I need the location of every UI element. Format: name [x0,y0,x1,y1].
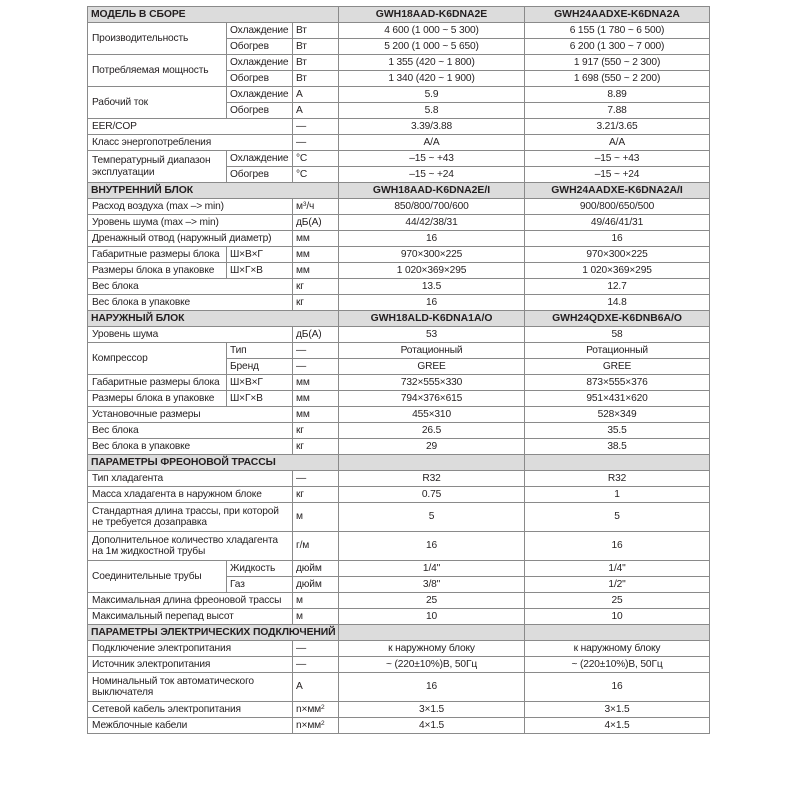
table-row [88,295,710,311]
table-row [88,593,710,609]
row-unit: $n\times мм^2$ [293,718,339,734]
row-unit: мм [293,391,339,407]
table-row [88,151,710,167]
row-unit: — [293,471,339,487]
row-label: Масса хладагента в наружном блоке [88,487,293,503]
row-label: Соединительные трубы [88,561,227,593]
row-label: Расход воздуха (max –> min) [88,199,293,215]
row-unit: мм [293,375,339,391]
value-cell: 5 [525,503,710,532]
value-cell: 13.5 [339,279,525,295]
row-label: Источник электропитания [88,657,293,673]
value-cell: 970×300×225 [525,247,710,263]
table-row [88,199,710,215]
value-cell: 29 [339,439,525,455]
row-sublabel: Ш×В×Г [227,375,293,391]
value-cell: 528×349 [525,407,710,423]
row-unit: дБ(А) [293,215,339,231]
value-cell: –15 ~ +24 [525,167,710,183]
row-unit: — [293,641,339,657]
table-row [88,247,710,263]
value-cell: 1 020×369×295 [525,263,710,279]
row-label: Установочные размеры [88,407,293,423]
table-row [88,718,710,734]
row-label: Компрессор [88,343,227,375]
row-sublabel: Тип [227,343,293,359]
value-cell: 10 [339,609,525,625]
value-cell: 1/4" [339,561,525,577]
spec-sheet [87,6,709,734]
row-sublabel: Обогрев [227,167,293,183]
table-row [88,439,710,455]
value-cell: 8.89 [525,87,710,103]
row-label: Вес блока в упаковке [88,439,293,455]
table-row [88,487,710,503]
table-row [88,391,710,407]
value-cell: ~ (220±10%)В, 50Гц [339,657,525,673]
row-unit: А [293,103,339,119]
value-cell: 16 [525,231,710,247]
model-name: GWH18ALD-K6DNA1A/O [339,311,525,327]
row-label: Стандартная длина трассы, при которой не требуется дозаправка [88,503,293,532]
table-row [88,343,710,359]
table-row [88,702,710,718]
table-row [88,231,710,247]
value-cell: 3/8" [339,577,525,593]
value-cell: 14.8 [525,295,710,311]
row-unit: Вт [293,55,339,71]
value-cell: 16 [339,532,525,561]
value-cell: 1/4" [525,561,710,577]
value-cell: 794×376×615 [339,391,525,407]
model-name: GWH24AADXE-K6DNA2A/I [525,183,710,199]
value-cell: 873×555×376 [525,375,710,391]
value-cell: 4×1.5 [525,718,710,734]
model-name: GWH18AAD-K6DNA2E [339,7,525,23]
table-row [88,641,710,657]
model-name: GWH24QDXE-K6DNB6A/O [525,311,710,327]
row-unit: — [293,359,339,375]
table-row [88,375,710,391]
table-row [88,87,710,103]
value-cell: 5 200 (1 000 ~ 5 650) [339,39,525,55]
value-cell: 38.5 [525,439,710,455]
row-unit: — [293,119,339,135]
value-cell: 4×1.5 [339,718,525,734]
value-cell: 6 200 (1 300 ~ 7 000) [525,39,710,55]
row-label: Габаритные размеры блока [88,247,227,263]
row-label: Уровень шума [88,327,293,343]
table-row [88,471,710,487]
section-title: ПАРАМЕТРЫ ЭЛЕКТРИЧЕСКИХ ПОДКЛЮЧЕНИЙ [88,625,339,641]
row-unit: мм [293,231,339,247]
row-sublabel: Ш×Г×В [227,263,293,279]
value-cell: A/A [339,135,525,151]
value-cell: 3.39/3.88 [339,119,525,135]
value-cell: 12.7 [525,279,710,295]
value-cell: 25 [525,593,710,609]
row-label: Производительность [88,23,227,55]
row-unit: кг [293,295,339,311]
table-row [88,561,710,577]
row-unit: — [293,657,339,673]
section-title: НАРУЖНЫЙ БЛОК [88,311,339,327]
row-unit: м [293,503,339,532]
row-label: Рабочий ток [88,87,227,119]
value-cell: 5.8 [339,103,525,119]
value-cell: 58 [525,327,710,343]
row-unit: кг [293,487,339,503]
value-cell: 1 [525,487,710,503]
row-label: Температурный диапазон эксплуатации [88,151,227,183]
row-unit: дюйм [293,561,339,577]
value-cell: 1/2" [525,577,710,593]
value-cell: 5.9 [339,87,525,103]
row-sublabel: Жидкость [227,561,293,577]
value-cell: 1 355 (420 ~ 1 800) [339,55,525,71]
row-sublabel: Ш×В×Г [227,247,293,263]
row-sublabel: Газ [227,577,293,593]
value-cell: 16 [525,673,710,702]
section-title: ПАРАМЕТРЫ ФРЕОНОВОЙ ТРАССЫ [88,455,339,471]
table-row [88,532,710,561]
row-unit: А [293,673,339,702]
value-cell: Ротационный [339,343,525,359]
value-cell: 53 [339,327,525,343]
table-row [88,407,710,423]
table-row [88,279,710,295]
value-cell: 35.5 [525,423,710,439]
row-unit: $n\times мм^2$ [293,702,339,718]
row-label: EER/COP [88,119,293,135]
row-unit: м [293,593,339,609]
row-unit: дБ(А) [293,327,339,343]
row-sublabel: Бренд [227,359,293,375]
table-row [88,23,710,39]
table-row [88,55,710,71]
value-cell: 970×300×225 [339,247,525,263]
value-cell: 5 [339,503,525,532]
value-cell: 3×1.5 [525,702,710,718]
row-sublabel: Обогрев [227,71,293,87]
value-cell: 1 020×369×295 [339,263,525,279]
value-cell: 16 [525,532,710,561]
value-cell: –15 ~ +24 [339,167,525,183]
row-label: Межблочные кабели [88,718,293,734]
row-label: Вес блока [88,423,293,439]
table-row [88,609,710,625]
row-unit: г/м [293,532,339,561]
header-empty-cell [339,625,525,641]
row-unit: Вт [293,71,339,87]
table-row [88,423,710,439]
table-row [88,215,710,231]
row-unit: — [293,343,339,359]
value-cell: 16 [339,231,525,247]
row-unit: — [293,135,339,151]
value-cell: 1 917 (550 ~ 2 300) [525,55,710,71]
row-unit: кг [293,279,339,295]
row-unit: кг [293,423,339,439]
table-row [88,263,710,279]
section-title: МОДЕЛЬ В СБОРЕ [88,7,339,23]
table-row [88,673,710,702]
row-unit: м [293,609,339,625]
row-unit: $м^3/ч$ [293,199,339,215]
row-label: Сетевой кабель электропитания [88,702,293,718]
row-sublabel: Охлаждение [227,151,293,167]
model-name: GWH18AAD-K6DNA2E/I [339,183,525,199]
row-unit: Вт [293,23,339,39]
row-unit: °С [293,151,339,167]
value-cell: 1 340 (420 ~ 1 900) [339,71,525,87]
table-row [88,657,710,673]
value-cell: A/A [525,135,710,151]
row-label: Дренажный отвод (наружный диаметр) [88,231,293,247]
value-cell: 951×431×620 [525,391,710,407]
value-cell: R32 [339,471,525,487]
row-label: Размеры блока в упаковке [88,263,227,279]
header-empty-cell [525,625,710,641]
row-label: Номинальный ток автоматического выключателя [88,673,293,702]
row-unit: мм [293,407,339,423]
value-cell: 900/800/650/500 [525,199,710,215]
row-label: Габаритные размеры блока [88,375,227,391]
section-title: ВНУТРЕННИЙ БЛОК [88,183,339,199]
value-cell: 6 155 (1 780 ~ 6 500) [525,23,710,39]
value-cell: 7.88 [525,103,710,119]
row-unit: А [293,87,339,103]
section-header-indoor [88,183,710,199]
value-cell: Ротационный [525,343,710,359]
row-unit: дюйм [293,577,339,593]
value-cell: к наружному блоку [339,641,525,657]
value-cell: GREE [525,359,710,375]
value-cell: 44/42/38/31 [339,215,525,231]
row-unit: °С [293,167,339,183]
row-label: Вес блока в упаковке [88,295,293,311]
value-cell: GREE [339,359,525,375]
row-unit: кг [293,439,339,455]
row-sublabel: Охлаждение [227,55,293,71]
row-unit: Вт [293,39,339,55]
table-row [88,503,710,532]
section-header-electrical [88,625,710,641]
row-sublabel: Обогрев [227,39,293,55]
row-label: Тип хладагента [88,471,293,487]
value-cell: 0.75 [339,487,525,503]
value-cell: 16 [339,295,525,311]
value-cell: 25 [339,593,525,609]
table-row [88,135,710,151]
row-sublabel: Охлаждение [227,23,293,39]
value-cell: 10 [525,609,710,625]
table-row [88,327,710,343]
value-cell: 3.21/3.65 [525,119,710,135]
header-empty-cell [525,455,710,471]
value-cell: 455×310 [339,407,525,423]
value-cell: 16 [339,673,525,702]
row-label: Уровень шума (max –> min) [88,215,293,231]
section-header-refrigerant [88,455,710,471]
value-cell: –15 ~ +43 [339,151,525,167]
header-empty-cell [339,455,525,471]
row-label: Класс энергопотребления [88,135,293,151]
row-label: Потребляемая мощность [88,55,227,87]
row-label: Максимальный перепад высот [88,609,293,625]
section-header-assembly [88,7,710,23]
row-label: Вес блока [88,279,293,295]
table-row [88,119,710,135]
model-name: GWH24AADXE-K6DNA2A [525,7,710,23]
value-cell: R32 [525,471,710,487]
spec-table [87,6,710,734]
row-unit: мм [293,263,339,279]
row-label: Размеры блока в упаковке [88,391,227,407]
value-cell: 49/46/41/31 [525,215,710,231]
value-cell: 26.5 [339,423,525,439]
value-cell: ~ (220±10%)В, 50Гц [525,657,710,673]
row-sublabel: Обогрев [227,103,293,119]
value-cell: –15 ~ +43 [525,151,710,167]
row-sublabel: Ш×Г×В [227,391,293,407]
value-cell: 850/800/700/600 [339,199,525,215]
value-cell: 1 698 (550 ~ 2 200) [525,71,710,87]
value-cell: 732×555×330 [339,375,525,391]
section-header-outdoor [88,311,710,327]
row-label: Дополнительное количество хладагента на 1м жидкостной трубы [88,532,293,561]
row-label: Подключение электропитания [88,641,293,657]
value-cell: к наружному блоку [525,641,710,657]
row-label: Максимальная длина фреоновой трассы [88,593,293,609]
value-cell: 4 600 (1 000 ~ 5 300) [339,23,525,39]
value-cell: 3×1.5 [339,702,525,718]
row-unit: мм [293,247,339,263]
row-sublabel: Охлаждение [227,87,293,103]
